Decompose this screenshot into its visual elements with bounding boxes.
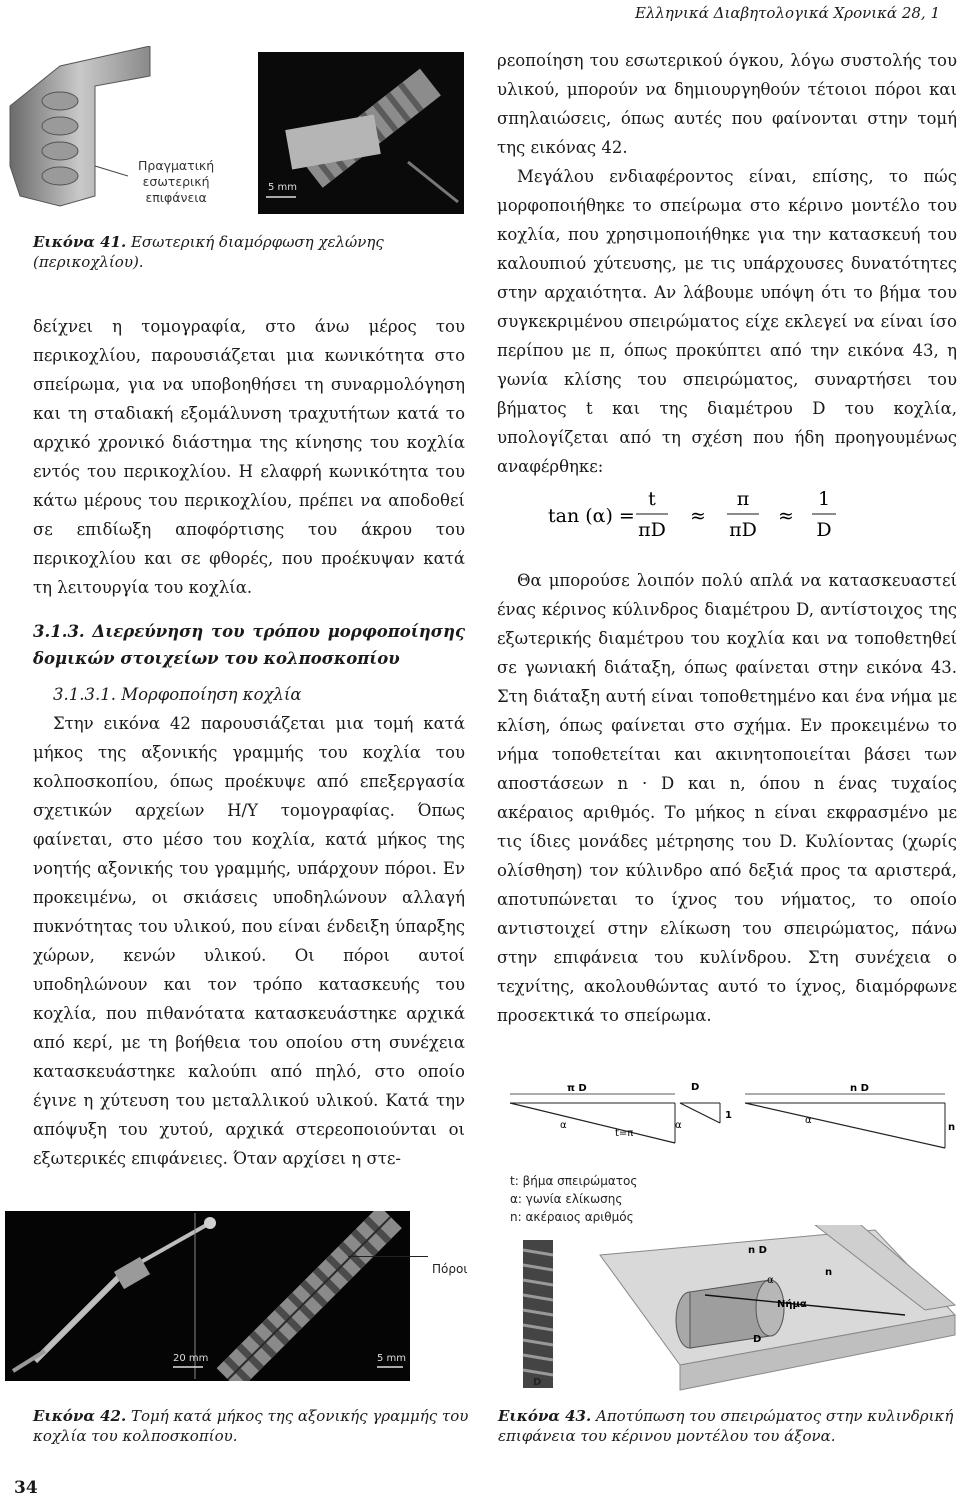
fig43-label-alpha-3: α [805, 1115, 812, 1126]
formula-approx-2: ≈ [778, 505, 794, 527]
fig43-label-piD: π D [567, 1083, 587, 1094]
section-heading: 3.1.3. Διερεύνηση του τρόπου μορφοποίησης δομικών στοιχείων του κολποσκοπίου [33, 622, 465, 668]
fig42-caption-label: Εικόνα 42. [33, 1407, 127, 1425]
formula-f3-num: 1 [817, 488, 831, 510]
figure-41-ct-image [258, 52, 464, 214]
fig43-legend-item: t: βήμα σπειρώματος [510, 1174, 638, 1188]
fig43-ill-alpha: α [767, 1275, 774, 1286]
fig41-caption [33, 232, 473, 272]
fig43-legend-item: n: ακέραιος αριθμός [510, 1210, 634, 1224]
section-subheading: 3.1.3.1. Μορφοποίηση κοχλία [53, 685, 302, 704]
formula-lhs: tan (α) = [548, 505, 635, 527]
fig41-caption-label: Εικόνα 41. [33, 233, 127, 251]
fig41-label-line: εσωτερική [142, 174, 210, 189]
formula-f2-num: π [736, 488, 750, 510]
fig43-label-alpha-2: α [675, 1120, 682, 1131]
formula-f2-den: πD [729, 519, 757, 541]
fig43-ill-thread: Νήμα [777, 1299, 807, 1310]
page-number: 34 [14, 1478, 38, 1498]
left-column [33, 312, 465, 1173]
left-para-2: Στην εικόνα 42 παρουσιάζεται μια τομή κατά μήκος της αξονικής γραμμής του κοχλία του κολποσκοπίου, όπως προέκυψε από επεξεργασία σχετικών αρχείων Η/Υ τομογραφίας. Όπως φαίνεται, στο μέσο του κοχλία, κατά μήκος της νοητής αξονικής του γραμμής, υπάρχουν πόροι. Εν προκειμένω, οι σκιάσεις υποδηλώνουν αλλαγή πυκνότητας του υλικού, που είναι ένδειξη ύπαρξης χώρων, κενών υλικού. Οι πόροι αυτοί υποδηλώνουν και τον τρόπο κατασκευής του κοχλία, που πιθανότατα κατασκευάστηκε αρχικά από κερί, με τη βοήθεια του οποίου στη συνέχεια κατασκευάστηκε καλούπι από πηλό, στο οποίο έγινε η χύτευση του μεταλλικού υλικού. Κατά την απόψυξη του χυτού, αρχικά στερεοποιούνται οι εξωτερικές επιφάνειες. Όταν αρχίσει η στε- [33, 714, 465, 1168]
fig43-caption-text: Αποτύπωση του σπειρώματος στην κυλινδρική επιφάνεια του κέρινου μοντέλου του άξονα. [498, 1407, 954, 1445]
fig43-caption-label: Εικόνα 43. [498, 1407, 592, 1425]
fig42-pores-pointer [348, 1256, 428, 1257]
fig43-label-one: 1 [725, 1110, 732, 1121]
left-para-1: δείχνει η τομογραφία, στο άνω μέρος του περικοχλίου, παρουσιάζεται μια κωνικότητα στο σπείρωμα, για να υποβοηθήσει τη συναρμολόγηση και τη σταδιακή εξομάλυνση τραχυτήτων κατά το αρχικό χρονικό διάστημα της κίνησης του κοχλία εντός του περικοχλίου. Η ελαφρή κωνικότητα του κάτω μέρους του περικοχλίου, πρέπει να αποδοθεί σε επιδίωξη αποφόρτισης του άκρου του περικοχλίου και σε φθορές, που προέκυψαν κατά τη λειτουργία του κοχλία. [33, 317, 465, 597]
fig42-caption [33, 1406, 473, 1446]
fig43-legend-item: α: γωνία ελίκωσης [510, 1192, 623, 1206]
figure-43-diagram [505, 1078, 957, 1160]
right-column-continued [497, 566, 957, 1030]
figure-42-ct-image [5, 1211, 410, 1381]
fig42-pores-label: Πόροι [432, 1262, 468, 1276]
fig43-label-alpha-1: α [560, 1120, 567, 1131]
fig43-label-t: t=π [615, 1128, 634, 1139]
fig43-ill-n: n [825, 1267, 833, 1278]
running-head: Ελληνικά Διαβητολογικά Χρονικά 28, 1 [634, 4, 940, 22]
right-para-3: Θα μπορούσε λοιπόν πολύ απλά να κατασκευαστεί ένας κέρινος κύλινδρος διαμέτρου D, αντίστοιχος της εξωτερικής διαμέτρου του κοχλία και να τοποθετηθεί σε γωνιακή διάταξη, όπως φαίνεται στην εικόνα 43. Στη διάταξη αυτή είναι τοποθετημένο και ένα νήμα με κλίση, όπως φαίνεται στο σχήμα. Εν προκειμένω το νήμα τοποθετείται και ακινητοποιείται βάσει των αποστάσεων n · D και n, όπου n ένας τυχαίος ακέραιος αριθμός. Το μήκος n είναι εκφρασμένο με τις ίδιες μονάδες μέτρησης του D. Κυλίοντας (χωρίς ολίσθηση) τον κύλινδρο από δεξιά προς τα αριστερά, αποτυπώνεται το ίχνος του νήματος, το οποίο αντιστοιχεί στην ελίκωση του σπειρώματος, πάνω στην επιφάνεια του κυλίνδρου. Στη συνέχεια ο τεχνίτης, ακολουθώντας αυτό το ίχνος, διαμόρφωνε προσεκτικά το σπείρωμα. [497, 571, 957, 1025]
fig41-label-line: επιφάνεια [145, 190, 207, 205]
formula-f1-den: πD [638, 519, 666, 541]
formula-approx-1: ≈ [690, 505, 706, 527]
fig41-scale-label: 5 mm [268, 182, 298, 193]
fig43-caption [498, 1406, 958, 1446]
right-para-2: Μεγάλου ενδιαφέροντος είναι, επίσης, το πώς μορφοποιήθηκε το σπείρωμα στο κέρινο μοντέλο του κοχλία, που χρησιμοποιήθηκε για την κατασκευή του καλουπιού χύτευσης, με τις υπάρχουσες δυνατότητες στην αρχαιότητα. Αν λάβουμε υπόψη ότι το βήμα του συγκεκριμένου σπειρώματος είχε εκλεγεί να είναι ίσο περίπου με π, όπως προκύπτει από την εικόνα 43, η γωνία κλίσης του σπειρώματος, συναρτήσει του βήματος t και της διαμέτρου D του κοχλία, υπολογίζεται από τη σχέση που ήδη προηγουμένως αναφέρθηκε: [497, 167, 957, 476]
fig42-caption-text: Τομή κατά μήκος της αξονικής γραμμής του κοχλία του κολποσκοπίου. [33, 1407, 469, 1445]
fig42-scale-right: 5 mm [377, 1353, 407, 1364]
fig43-label-D: D [691, 1082, 700, 1093]
tan-formula [548, 486, 868, 546]
figure-43-illustration [505, 1225, 957, 1395]
fig43-legend [510, 1172, 637, 1226]
fig43-ill-nD: n D [748, 1245, 767, 1256]
fig41-caption-text: Εσωτερική διαμόρφωση χελώνης (περικοχλίου). [33, 233, 384, 271]
formula-f3-den: D [816, 519, 832, 541]
right-para-1: ρεοποίηση του εσωτερικού όγκου, λόγω συστολής του υλικού, μπορούν να δημιουργηθούν τέτοιοι πόροι και σπηλαιώσεις, όπως αυτές που φαίνονται στην τομή της εικόνας 42. [497, 51, 957, 157]
fig43-label-nD: n D [850, 1083, 869, 1094]
fig43-cyl-D: D [533, 1377, 542, 1388]
fig41-surface-label [138, 158, 214, 206]
right-column [497, 46, 957, 481]
fig41-label-line: Πραγματική [138, 158, 215, 173]
fig43-label-n: n [948, 1122, 956, 1133]
formula-f1-num: t [648, 488, 656, 510]
fig43-ill-D: D [753, 1334, 762, 1345]
fig42-scale-left: 20 mm [173, 1353, 209, 1364]
